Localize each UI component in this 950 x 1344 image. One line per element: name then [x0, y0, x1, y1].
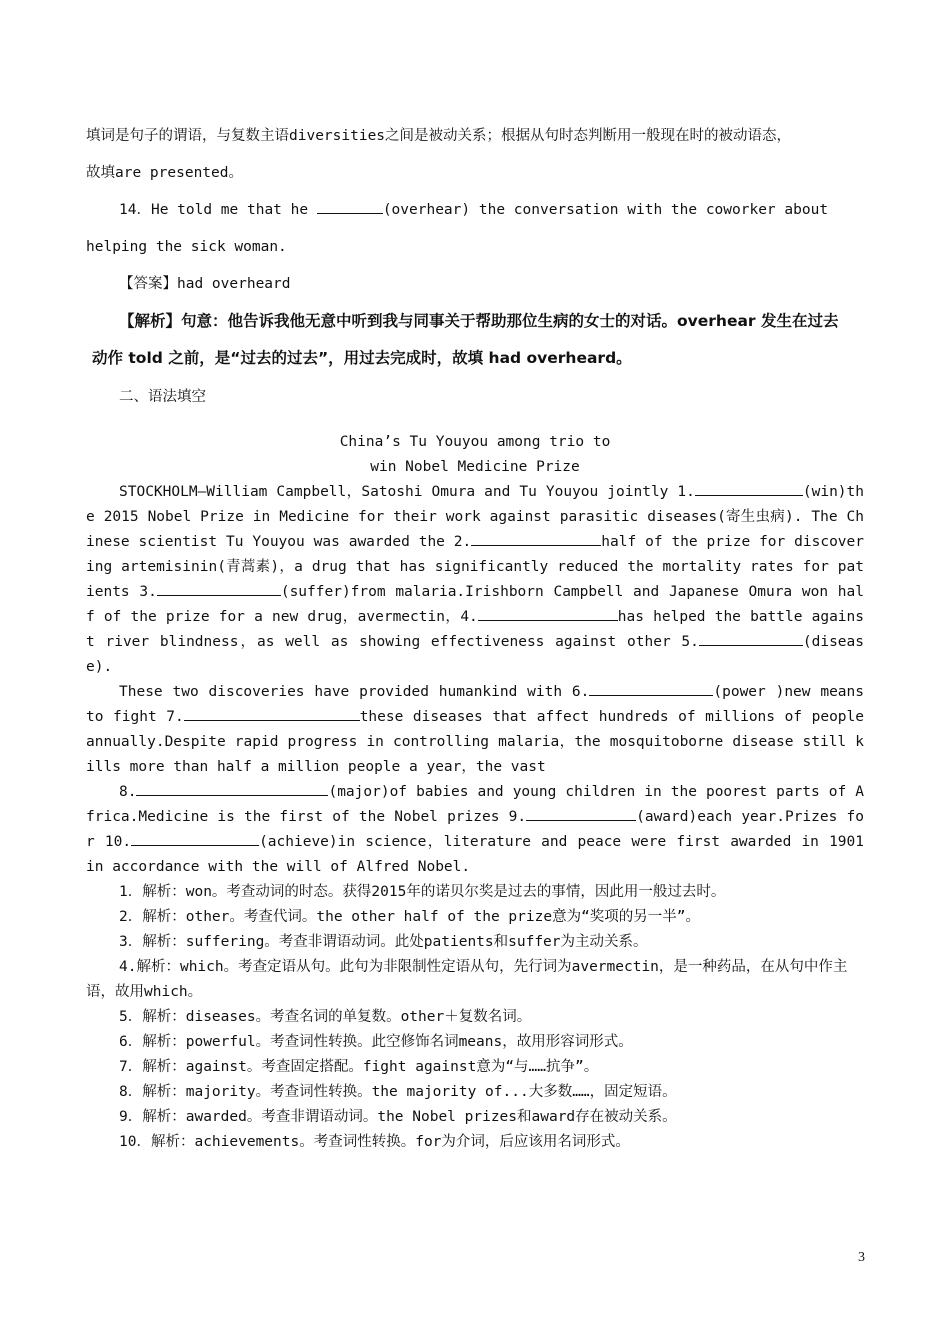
p3-text-3: (award)each year.Prizes for 10.: [86, 809, 864, 850]
p1-text-5: has helped the battle against river blindness，as well as showing effectiveness against other 5.: [86, 609, 865, 650]
blank-6: [589, 681, 713, 696]
passage-title-line2: win Nobel Medicine Prize: [370, 459, 580, 475]
analysis-14-line1: 【解析】句意：他告诉我他无意中听到我与同事关于帮助那位生病的女士的对话。overhear 发生在过去: [119, 312, 839, 330]
blank-7: [184, 706, 360, 721]
analysis-14-line2: 动作 told 之前，是“过去的过去”，用过去完成时，故填 had overheard。: [92, 349, 632, 367]
blank-10: [131, 831, 259, 846]
blank-14: [317, 199, 383, 214]
answer-item: 10．解析：achievements。考查词性转换。for为介词，后应该用名词形式。: [119, 1134, 630, 1150]
passage-title: [86, 430, 864, 480]
answer-item: 6．解析：powerful。考查词性转换。此空修饰名词means，故用形容词形式。: [119, 1034, 633, 1050]
p1-text-1: STOCKHOLM—William Campbell，Satoshi Omura and Tu Youyou jointly 1.: [119, 484, 695, 500]
answer-item: 1．解析：won。考查动词的时态。获得2015年的诺贝尔奖是过去的事情，因此用一般过去时。: [119, 884, 726, 900]
passage-paragraph-2: [86, 680, 864, 780]
blank-3: [157, 581, 281, 596]
answer-14: 【答案】had overheard: [119, 276, 291, 292]
answer-item: 7．解析：against。考查固定搭配。fight against意为“与……抗争”。: [119, 1059, 599, 1075]
question-14-text-b: (overhear) the conversation with the coworker about: [382, 202, 829, 218]
answer-item: 8．解析：majority。考查词性转换。the majority of...大多数……，固定短语。: [119, 1084, 677, 1100]
blank-8: [136, 781, 328, 796]
passage-title-line1: China’s Tu Youyou among trio to: [339, 434, 611, 450]
passage-paragraph-1: [86, 480, 864, 680]
prev-explanation: [86, 118, 864, 192]
prev-explanation-line2: 故填are presented。: [86, 165, 243, 181]
p1-text-6: (disease).: [86, 634, 864, 675]
p1-text-4: (suffer)from malaria.Irishborn Campbell and Japanese Omura won half of the prize for a new drug，avermectin，4.: [86, 584, 864, 625]
question-14-text-a: 14．He told me that he: [119, 202, 317, 218]
document-page: [86, 118, 864, 1155]
blank-4: [478, 606, 618, 621]
p3-text-2: (major)of babies and young children in the poorest parts of Africa.Medicine is the first of the Nobel prizes 9.: [86, 784, 864, 825]
blank-5: [699, 631, 803, 646]
passage-paragraph-3: [86, 780, 864, 880]
p1-text-3: half of the prize for discovering artemisinin(青蒿素)，a drug that has significantly reduced the mortality rates for patients 3.: [86, 534, 865, 600]
p2-text-2: (power )new means to fight 7.: [86, 684, 864, 725]
question-14: [86, 192, 864, 266]
section-heading: 二、语法填空: [119, 389, 206, 405]
p3-text-1: 8.: [119, 784, 137, 800]
answer-item: 3．解析：suffering。考查非谓语动词。此处patients和suffer为主动关系。: [119, 934, 648, 950]
answer-item: 4.解析：which。考查定语从句。此句为非限制性定语从句，先行词为avermectin，是一种药品，在从句中作主语，故用which。: [86, 959, 848, 1000]
p1-text-2: (win)the 2015 Nobel Prize in Medicine for their work against parasitic diseases(寄生虫病). The Chinese scientist Tu Youyou was awarded the 2.: [86, 484, 864, 550]
p2-text-3: these diseases that affect hundreds of millions of people annually.Despite rapid progress in controlling malaria，the mosquitoborne disease still kills more than half a million people a year，the vast: [86, 709, 864, 775]
question-14-text-c: helping the sick woman.: [86, 239, 287, 255]
blank-1: [695, 481, 803, 496]
blank-2: [471, 531, 601, 546]
answer-item: 9．解析：awarded。考查非谓语动词。the Nobel prizes和award存在被动关系。: [119, 1109, 677, 1125]
answer-item: 2．解析：other。考查代词。the other half of the prize意为“奖项的另一半”。: [119, 909, 701, 925]
p2-text-1: These two discoveries have provided humankind with 6.: [119, 684, 590, 700]
blank-9: [526, 806, 636, 821]
answer-list: [86, 880, 864, 1155]
answer-item: 5．解析：diseases。考查名词的单复数。other＋复数名词。: [119, 1009, 532, 1025]
prev-explanation-line1: 填词是句子的谓语，与复数主语diversities之间是被动关系；根据从句时态判断用一般现在时的被动语态，: [86, 128, 792, 144]
page-number: 3: [858, 1250, 865, 1265]
p3-text-4: (achieve)in science，literature and peace were first awarded in 1901 in accordance with the will of Alfred Nobel.: [86, 834, 864, 875]
